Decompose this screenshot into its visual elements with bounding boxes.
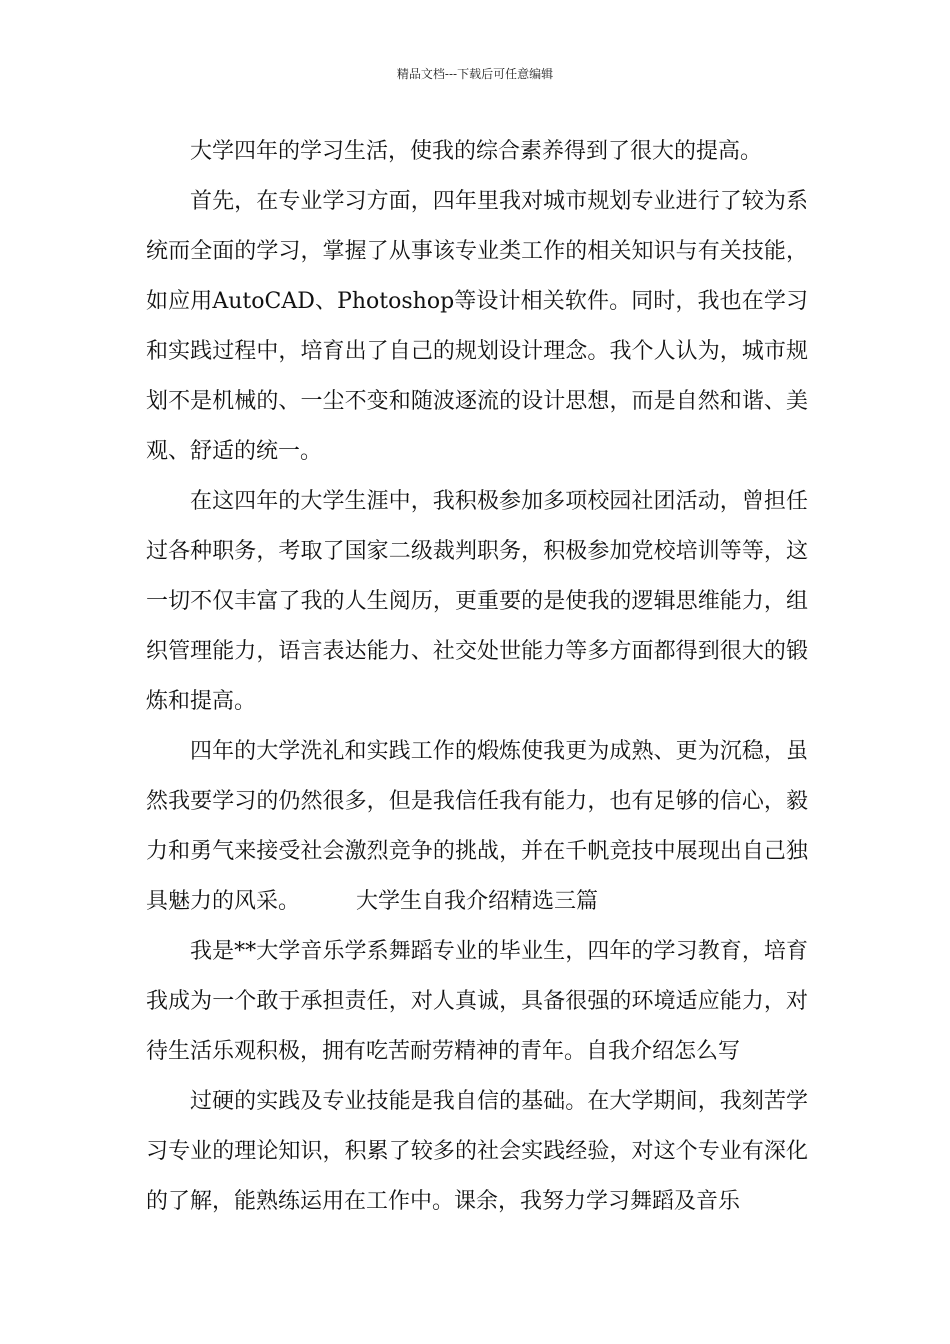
paragraph-practical-skills: 过硬的实践及专业技能是我自信的基础。在大学期间，我刻苦学习专业的理论知识，积累了较多的社会实践经验，对这个专业有深化的了解，能熟练运用在工作中。课余，我努力学习舞蹈及音乐 [146,1089,808,1214]
paragraph-summary: 大学四年的学习生活，使我的综合素养得到了很大的提高。 [190,139,763,164]
paragraph-maturity-text: 四年的大学洗礼和实践工作的煅炼使我更为成熟、更为沉稳，虽然我要学习的仍然很多，但是我信任我有能力，也有足够的信心，毅力和勇气来接受社会激烈竞争的挑战，并在千帆竞技中展现出自己独具魅力的风采。 [146,739,808,914]
page-header: 精品文档---下载后可任意编辑 [396,67,554,81]
section-heading: 大学生自我介绍精选三篇 [356,889,599,914]
paragraph-maturity [146,727,808,927]
document-body [146,127,808,1227]
paragraph-dance-graduate: 我是**大学音乐学系舞蹈专业的毕业生，四年的学习教育，培育我成为一个敢于承担责任，对人真诚，具备很强的环境适应能力，对待生活乐观积极，拥有吃苦耐劳精神的青年。自我介绍怎么写 [146,939,808,1064]
paragraph-professional-study: 首先，在专业学习方面，四年里我对城市规划专业进行了较为系统而全面的学习，掌握了从事该专业类工作的相关知识与有关技能，如应用AutoCAD、Photoshop等设计相关软件。同时，我也在学习和实践过程中，培育出了自己的规划设计理念。我个人认为，城市规划不是机械的、一尘不变和随波逐流的设计思想，而是自然和谐、美观、舒适的统一。 [146,189,808,464]
paragraph-campus-activities: 在这四年的大学生涯中，我积极参加多项校园社团活动，曾担任过各种职务，考取了国家二级裁判职务，积极参加党校培训等等，这一切不仅丰富了我的人生阅历，更重要的是使我的逻辑思维能力，组织管理能力，语言表达能力、社交处世能力等多方面都得到很大的锻炼和提高。 [146,489,808,714]
